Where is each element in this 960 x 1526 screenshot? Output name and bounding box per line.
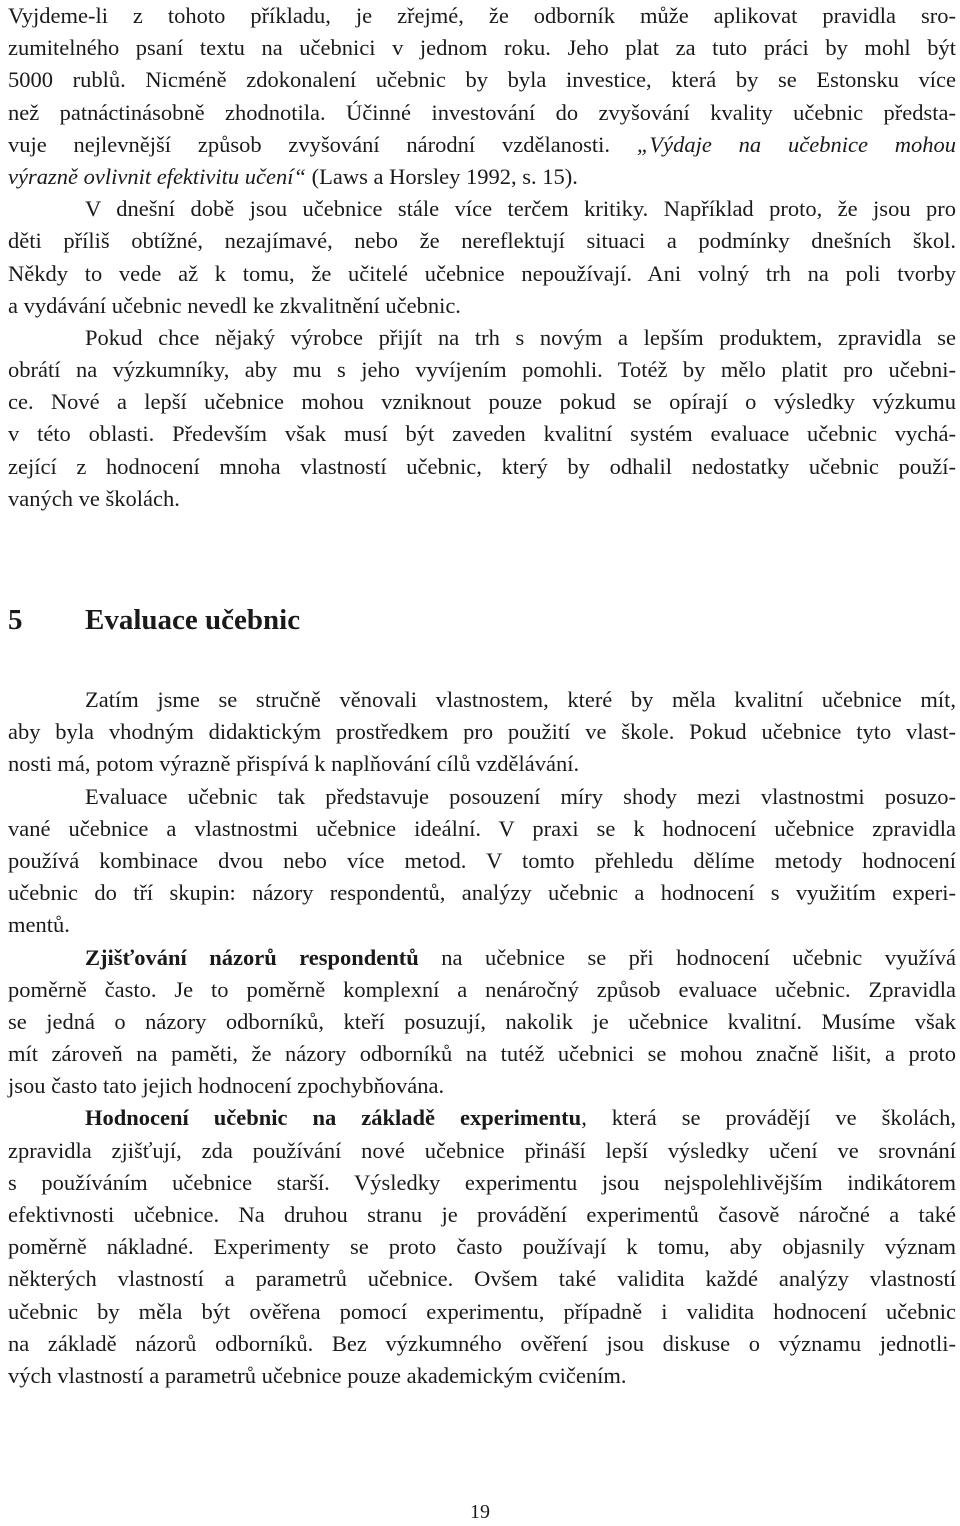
text-line: Pokud chce nějaký výrobce přijít na trh s novým a lepším produktem, zpravidla se	[85, 324, 956, 350]
text-line: používá kombinace dvou nebo více metod. V tomto přehledu dělíme metody hodnocení	[8, 847, 956, 873]
section-number: 5	[8, 604, 23, 636]
text-line: zející z hodnocení mnoha vlastností učebnic, který by odhalil nedostatky učebnic použí-	[8, 453, 956, 479]
section-heading	[8, 600, 300, 640]
text-line	[8, 129, 956, 161]
text-run: vuje nejlevnější způsob zvyšování národní vzdělanosti.	[8, 131, 637, 157]
quote-text: výrazně ovlivnit efektivitu učení“	[8, 163, 307, 189]
paragraph	[8, 684, 956, 781]
text-line: mít zároveň na paměti, že názory odborníků na tutéž učebnici se mohou značně lišit, a proto	[8, 1041, 956, 1067]
text-line: na základě názorů odborníků. Bez výzkumného ověření jsou diskuse o významu jednotli-	[8, 1330, 956, 1356]
text-line: aby byla vhodným didaktickým prostředkem pro použití ve škole. Pokud učebnice tyto vlast-	[8, 719, 956, 745]
text-line: 5000 rublů. Nicméně zdokonalení učebnic by byla investice, která by se Estonsku více	[8, 67, 956, 93]
text-line	[8, 1102, 956, 1134]
paragraph	[8, 322, 956, 515]
text-line: Zatím jsme se stručně věnovali vlastnostem, které by měla kvalitní učebnice mít,	[85, 687, 956, 712]
citation: (Laws a Horsley 1992, s. 15).	[306, 163, 578, 189]
intro-text-block	[8, 0, 956, 515]
text-line: učebnic by měla být ověřena pomocí experimentu, případně i validita hodnocení učebnic	[8, 1298, 956, 1324]
text-line: vých vlastností a parametrů učebnice pouze akademickým cvičením.	[8, 1362, 627, 1388]
text-line: jsou často tato jejich hodnocení zpochybňována.	[8, 1073, 445, 1099]
text-line: Vyjdeme-li z tohoto příkladu, je zřejmé, že odborník může aplikovat pravidla sro-	[8, 3, 956, 28]
text-line: obrátí na výzkumníky, aby mu s jeho vyvíjením pomohli. Totéž by mělo platit pro učebni-	[8, 357, 956, 383]
text-line: v této oblasti. Především však musí být zaveden kvalitní systém evaluace učebnic vychá-	[8, 421, 956, 447]
text-line: učebnic do tří skupin: názory respondentů, analýzy učebnic a hodnocení s využitím experi-	[8, 880, 956, 906]
text-line: a vydávání učebnic nevedl ke zkvalitnění učebnic.	[8, 292, 461, 318]
text-line: Někdy to vede až k tomu, že učitelé učebnice nepoužívají. Ani volný trh na poli tvorby	[8, 260, 956, 286]
text-line: s používáním učebnice starší. Výsledky experimentu jsou nejspolehlivějším indikátorem	[8, 1169, 956, 1195]
text-line: vaných ve školách.	[8, 485, 180, 511]
text-line: zpravidla zjišťují, zda používání nové učebnice přináší lepší výsledky učení ve srovnání	[8, 1137, 956, 1163]
quote-text: „Výdaje na učebnice mohou	[636, 131, 956, 157]
text-line: Evaluace učebnic tak představuje posouzení míry shody mezi vlastnostmi posuzo-	[85, 783, 956, 809]
paragraph	[8, 781, 956, 942]
text-line: mentů.	[8, 912, 70, 938]
text-line: vané učebnice a vlastnostmi učebnice ideální. V praxi se k hodnocení učebnice zpravidla	[8, 815, 956, 841]
text-line: nosti má, potom výrazně přispívá k naplňování cílů vzdělávání.	[8, 751, 580, 777]
text-line: zumitelného psaní textu na učebnici v jednom roku. Jeho plat za tuto práci by mohl být	[8, 35, 956, 61]
page-number: 19	[470, 1501, 490, 1523]
text-line: některých vlastností a parametrů učebnice. Ovšem také validita každé analýzy vlastností	[8, 1266, 956, 1292]
paragraph	[8, 193, 956, 322]
text-line: se jedná o názory odborníků, kteří posuzují, nakolik je učebnice kvalitní. Musíme však	[8, 1008, 956, 1034]
text-line: než patnáctinásobně zhodnotila. Účinné investování do zvyšování kvality učebnic předsta-	[8, 99, 956, 125]
text-run: na učebnice se při hodnocení učebnic využívá	[418, 944, 956, 970]
paragraph	[8, 0, 956, 193]
text-line: V dnešní době jsou učebnice stále více terčem kritiky. Například proto, že jsou pro	[85, 196, 956, 222]
paragraph	[8, 1102, 956, 1392]
text-line	[8, 942, 956, 974]
text-line: ce. Nové a lepší učebnice mohou vzniknout pouze pokud se opírají o výsledky výzkumu	[8, 389, 956, 415]
bold-term: Zjišťování názorů respondentů	[85, 944, 419, 970]
section-text-block	[8, 684, 956, 1392]
paragraph	[8, 942, 956, 1103]
text-line: poměrně často. Je to poměrně komplexní a nenáročný způsob evaluace učebnic. Zpravidla	[8, 976, 956, 1002]
text-run: , která se provádějí ve školách,	[581, 1105, 956, 1131]
bold-term: Hodnocení učebnic na základě experimentu	[85, 1105, 582, 1131]
section-title: Evaluace učebnic	[85, 604, 301, 636]
text-line: děti příliš obtížné, nezajímavé, nebo že nereflektují situaci a podmínky dnešních škol.	[8, 228, 956, 254]
text-line: efektivnosti učebnice. Na druhou stranu je provádění experimentů časově náročné a také	[8, 1202, 956, 1227]
text-line	[8, 161, 956, 193]
text-line: poměrně nákladné. Experimenty se proto často používají k tomu, aby objasnily význam	[8, 1234, 956, 1260]
